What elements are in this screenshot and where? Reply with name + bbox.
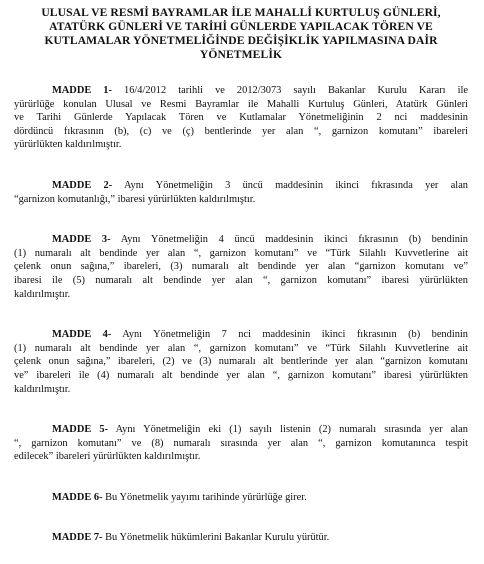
article-text: Aynı Yönetmeliğin eki (1) sayılı listenin (2) numaralı sırasında yer alan xyxy=(108,424,468,436)
article-first-line xyxy=(14,491,468,505)
title-line: ATATÜRK GÜNLERİ VE TARİHİ GÜNLERDE YAPILACAK TÖREN VE xyxy=(49,20,433,33)
article-line: yürürlüğe konulan Ulusal ve Resmi Bayramlar ile Mahalli Kurtuluş Günleri, Atatürk Günleri xyxy=(14,98,468,110)
title-line: KUTLAMALAR YÖNETMELİĞİNDE DEĞİŞİKLİK YAPILMASINA DAİR xyxy=(44,34,438,47)
article-text: 16/4/2012 tarihli ve 2012/3073 sayılı Bakanlar Kurulu Kararı ile xyxy=(111,85,468,96)
article-line: kaldırılmıştır. xyxy=(14,383,71,395)
article-line: edilecek” ibareleri yürürlükten kaldırılmıştır. xyxy=(14,451,201,463)
article-line: (1) numaralı alt bendinde yer alan “, garnizon komutanı” ve “Türk Silahlı Kuvvetlerine ait xyxy=(14,342,468,354)
article-1 xyxy=(14,84,468,152)
article-7 xyxy=(14,531,468,545)
article-3 xyxy=(14,233,468,301)
article-6 xyxy=(14,491,468,505)
article-line: “, garnizon komutanı” ve (8) numaralı sırasında yer alan “, garnizon komutanınca tespit xyxy=(14,437,468,449)
article-text: Aynı Yönetmeliğin 3 üncü maddesinin ikinci fıkrasında yer alan xyxy=(112,179,468,191)
article-label: MADDE 2- xyxy=(52,179,113,191)
article-line: dördüncü fıkrasının (b), (c) ve (ç) bentlerinde yer alan “, garnizon komutanı” ibareleri xyxy=(14,125,468,137)
article-label: MADDE 7- xyxy=(52,532,103,544)
article-line: çelenk onun sağına,” ibareleri, (2) ve (3) numaralı alt bentlerinde yer alan “garnizon komutanı xyxy=(14,356,468,368)
article-label: MADDE 1- xyxy=(52,85,112,96)
article-text: Aynı Yönetmeliğin 4 üncü maddesinin ikinci fıkrasının (b) bendinin xyxy=(110,234,468,246)
article-label: MADDE 4- xyxy=(52,329,112,341)
article-line: çelenk onun sağına,” ibareleri, (3) numaralı alt bendinde yer alan “garnizon komutanı ve” xyxy=(14,261,468,273)
article-5 xyxy=(14,423,468,464)
document-title xyxy=(14,6,468,62)
article-line: (1) numaralı alt bendinde yer alan “, garnizon komutanı” ve “Türk Silahlı Kuvvetlerine ait xyxy=(14,247,468,259)
article-first-line xyxy=(14,179,468,193)
article-line: kaldırılmıştır. xyxy=(14,288,71,300)
article-first-line xyxy=(14,423,468,437)
article-first-line xyxy=(14,84,468,98)
article-label: MADDE 6- xyxy=(52,491,103,503)
article-text: Bu Yönetmelik yayımı tarihinde yürürlüğe girer. xyxy=(102,491,307,503)
article-first-line xyxy=(14,531,468,545)
article-first-line xyxy=(14,328,468,342)
article-label: MADDE 5- xyxy=(52,424,109,436)
article-text: Bu Yönetmelik hükümlerini Bakanlar Kurulu yürütür. xyxy=(102,532,330,544)
article-label: MADDE 3- xyxy=(52,234,111,246)
article-line: ve” ibareleri ile (4) numaralı alt bendinde yer alan “, garnizon komutanı” ibaresi yürürlükten xyxy=(14,369,468,381)
article-4 xyxy=(14,328,468,396)
article-line: ibaresi ile (5) numaralı alt bendinde yer alan “, garnizon komutanı” ibaresi yürürlükten xyxy=(14,274,468,286)
article-line: ve Tarihi Günlerde Yapılacak Tören ve Kutlamalar Yönetmeliğinin 2 nci maddesinin xyxy=(14,112,468,124)
article-first-line xyxy=(14,233,468,247)
article-line: yürürlükten kaldırılmıştır. xyxy=(14,139,122,151)
title-line: YÖNETMELİK xyxy=(199,48,283,61)
article-text: Aynı Yönetmeliğin 7 nci maddesinin ikinci fıkrasının (b) bendinin xyxy=(111,329,468,341)
title-line: ULUSAL VE RESMİ BAYRAMLAR İLE MAHALLİ KURTULUŞ GÜNLERİ, xyxy=(41,6,441,19)
article-2 xyxy=(14,179,468,206)
article-line: “garnizon komutanlığı,” ibaresi yürürlükten kaldırılmıştır. xyxy=(14,193,256,205)
